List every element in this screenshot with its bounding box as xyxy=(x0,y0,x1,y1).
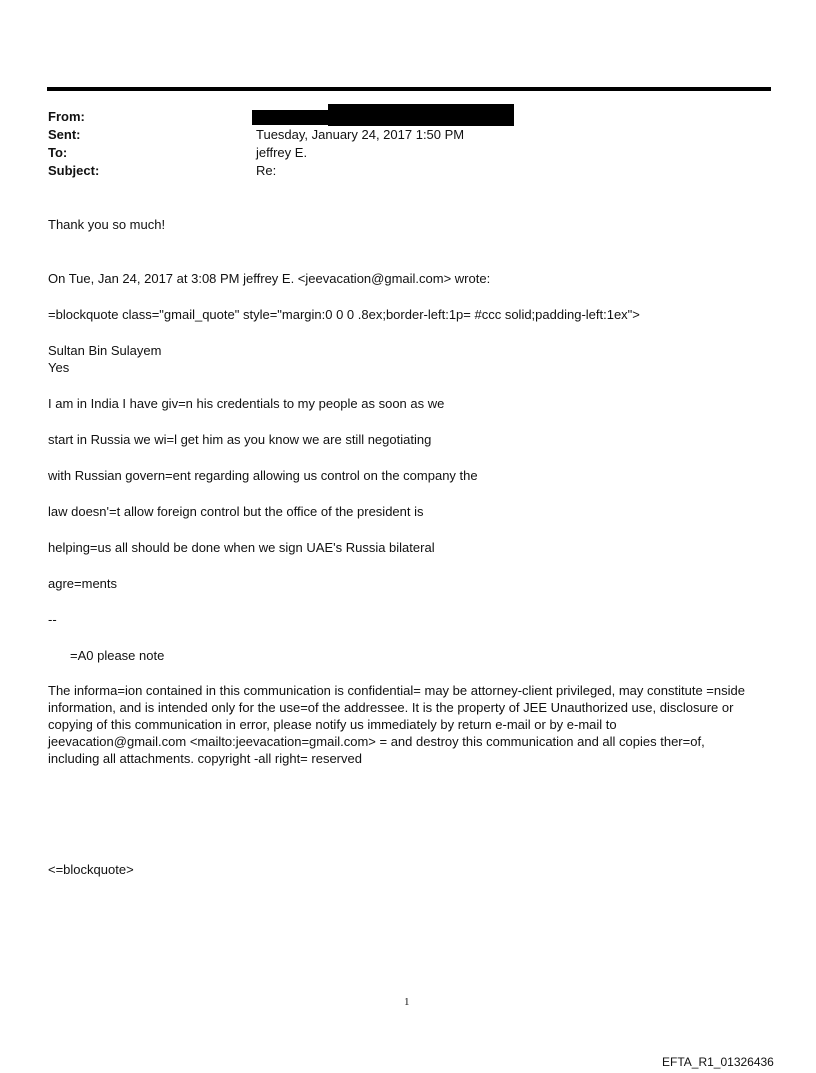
to-value: jeffrey E. xyxy=(256,145,308,160)
message-line: agre=ments xyxy=(48,576,118,591)
sender-name: Sultan Bin Sulayem xyxy=(48,343,162,358)
from-label: From: xyxy=(48,109,85,124)
message-line: I am in India I have giv=n his credentials to my people as soon as we xyxy=(48,396,445,411)
message-line: start in Russia we wi=l get him as you know we are still negotiating xyxy=(48,432,432,447)
document-id: EFTA_R1_01326436 xyxy=(662,1055,774,1069)
blockquote-markup: =blockquote class="gmail_quote" style="margin:0 0 0 .8ex;border-left:1p= #ccc solid;padding-left:1ex"> xyxy=(48,307,640,322)
page-number: 1 xyxy=(404,996,410,1008)
please-note: =A0 please note xyxy=(70,648,165,663)
sent-label: Sent: xyxy=(48,127,81,142)
signature-separator: -- xyxy=(48,612,57,627)
message-line: helping=us all should be done when we sign UAE's Russia bilateral xyxy=(48,540,435,555)
redaction-block-left xyxy=(252,110,330,125)
reply-text: Thank you so much! xyxy=(48,217,166,232)
quote-attribution: On Tue, Jan 24, 2017 at 3:08 PM jeffrey E. <jeevacation@gmail.com> wrote: xyxy=(48,271,491,286)
confidentiality-notice: The informa=ion contained in this communication is confidential= may be attorney-client privileged, may constitute =nside information, and is intended only for the use=of the addressee. It is the property of JEE Unauthorized use, disclosure or copying of this communication in error, please notify us immediately by return e-mail or by e-mail to jeevacation@gmail.com <mailto:jeevacation=gmail.com> = and destroy this communication and all copies ther=of, including all attachments. copyright -all right= reserved xyxy=(48,683,745,766)
subject-value: Re: xyxy=(256,163,277,178)
reply-yes: Yes xyxy=(48,360,70,375)
message-line: law doesn'=t allow foreign control but the office of the president is xyxy=(48,504,424,519)
redaction-block-right xyxy=(328,104,514,126)
blockquote-close: <=blockquote> xyxy=(48,862,134,877)
message-line: with Russian govern=ent regarding allowing us control on the company the xyxy=(48,468,478,483)
header-rule xyxy=(47,87,771,91)
to-label: To: xyxy=(48,145,68,160)
sent-value: Tuesday, January 24, 2017 1:50 PM xyxy=(256,127,465,142)
subject-label: Subject: xyxy=(48,163,100,178)
